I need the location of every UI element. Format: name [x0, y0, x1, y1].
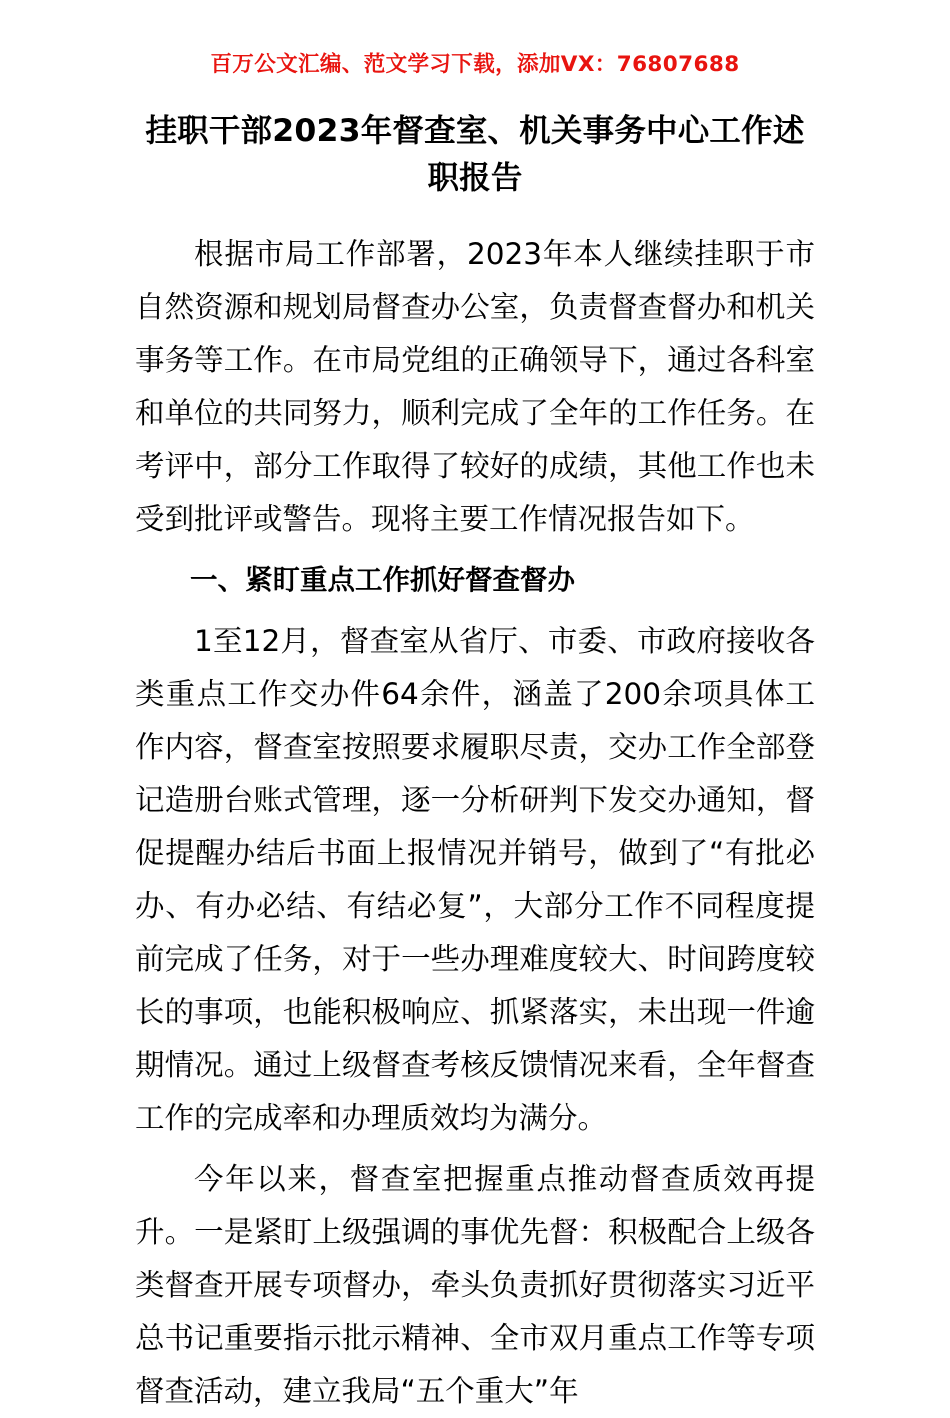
- title-spacer: [135, 202, 815, 228]
- section-heading-1: 一、紧盯重点工作抓好督查督办: [190, 564, 575, 596]
- document-content: [135, 108, 815, 1418]
- promo-banner: [0, 50, 950, 81]
- paragraph-section1-body2: 今年以来，督查室把握重点推动督查质效再提升。一是紧盯上级强调的事优先督：积极配合上级各类督查开展专项督办，牵头负责抓好贯彻落实习近平总书记重要指示批示精神、全市双月重点工作等专项督查活动，建立我局“五个重大”年: [135, 1162, 815, 1408]
- paragraph-section1-body1: 1至12月，督查室从省厅、市委、市政府接收各类重点工作交办件64余件，涵盖了200余项具体工作内容，督查室按照要求履职尽责，交办工作全部登记造册台账式管理，逐一分析研判下发交办通知，督促提醒办结后书面上报情况并销号，做到了“有批必办、有办必结、有结必复”，大部分工作不同程度提前完成了任务，对于一些办理难度较大、时间跨度较长的事项，也能积极响应、抓紧落实，未出现一件逾期情况。通过上级督查考核反馈情况来看，全年督查工作的完成率和办理质效均为满分。: [135, 624, 815, 1135]
- heading-spacer-1: [135, 607, 815, 615]
- paragraph-spacer-2: [135, 1145, 815, 1153]
- page-title: 挂职干部2023年督查室、机关事务中心工作述职报告: [145, 113, 805, 196]
- promo-banner-text: 百万公文汇编、范文学习下载，添加VX：76807688: [210, 52, 740, 77]
- paragraph-spacer-1: [135, 546, 815, 554]
- paragraph-intro: 根据市局工作部署，2023年本人继续挂职于市自然资源和规划局督查办公室，负责督查督办和机关事务等工作。在市局党组的正确领导下，通过各科室和单位的共同努力，顺利完成了全年的工作任务。在考评中，部分工作取得了较好的成绩，其他工作也未受到批评或警告。现将主要工作情况报告如下。: [135, 237, 815, 536]
